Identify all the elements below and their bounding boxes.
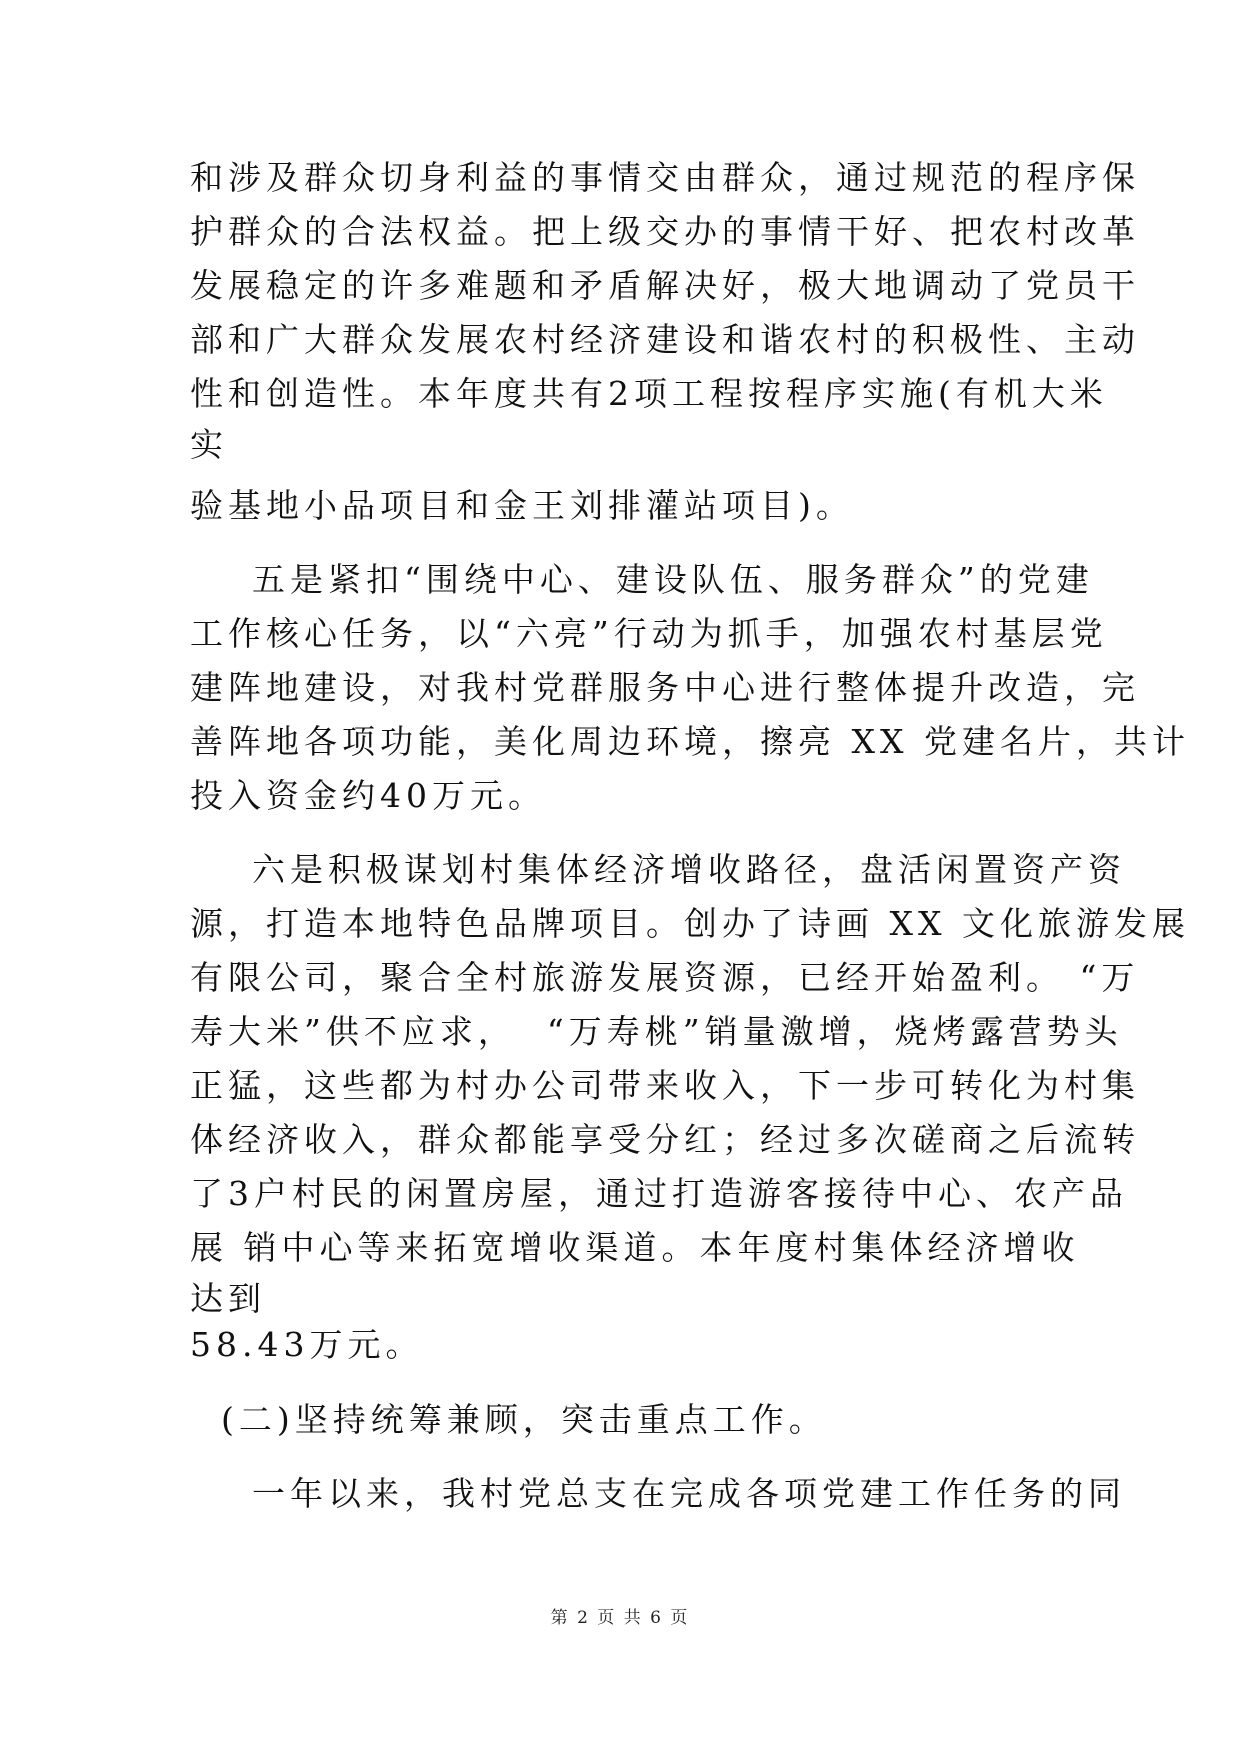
- paragraph-line: 了3户村民的闲置房屋，通过打造游客接待中心、农产品: [190, 1174, 1128, 1213]
- paragraph-line: 体经济收入，群众都能享受分红；经过多次磋商之后流转: [190, 1120, 1140, 1159]
- paragraph-line: 达到: [190, 1279, 266, 1318]
- paragraph-line: 六是积极谋划村集体经济增收路径，盘活闲置资产资: [190, 850, 1126, 889]
- paragraph-line: 和涉及群众切身利益的事情交由群众，通过规范的程序保: [190, 158, 1140, 197]
- paragraph-line: 寿大米”供不应求， “万寿桃”销量激增，烧烤露营势头: [190, 1012, 1123, 1051]
- paragraph-line: 展 销中心等来拓宽增收渠道。本年度村集体经济增收: [190, 1228, 1080, 1267]
- paragraph-line: 性和创造性。本年度共有2项工程按程序实施(有机大米: [190, 374, 1108, 413]
- paragraph-line: 部和广大群众发展农村经济建设和谐农村的积极性、主动: [190, 320, 1140, 359]
- paragraph-line: 正猛，这些都为村办公司带来收入，下一步可转化为村集: [190, 1066, 1140, 1105]
- paragraph-line: 建阵地建设，对我村党群服务中心进行整体提升改造，完: [190, 668, 1140, 707]
- paragraph-line: 护群众的合法权益。把上级交办的事情干好、把农村改革: [190, 212, 1140, 251]
- paragraph-line: 实: [190, 425, 228, 464]
- paragraph-line: 源，打造本地特色品牌项目。创办了诗画 XX 文化旅游发展: [190, 904, 1190, 943]
- paragraph-line: 投入资金约40万元。: [190, 776, 546, 815]
- paragraph-line: 验基地小品项目和金王刘排灌站项目)。: [190, 486, 854, 525]
- paragraph-line: 五是紧扣“围绕中心、建设队伍、服务群众”的党建: [190, 560, 1094, 599]
- section-heading: (二)坚持统筹兼顾，突击重点工作。: [190, 1400, 827, 1439]
- page-footer: 第 2 页 共 6 页: [550, 1608, 690, 1628]
- paragraph-line: 58.43万元。: [190, 1325, 424, 1364]
- paragraph-line: 发展稳定的许多难题和矛盾解决好，极大地调动了党员干: [190, 266, 1140, 305]
- paragraph-line: 一年以来，我村党总支在完成各项党建工作任务的同: [190, 1474, 1126, 1513]
- paragraph-line: 善阵地各项功能，美化周边环境，擦亮 XX 党建名片，共计: [190, 722, 1190, 761]
- paragraph-line: 工作核心任务，以“六亮”行动为抓手，加强农村基层党: [190, 614, 1108, 653]
- paragraph-line: 有限公司，聚合全村旅游发展资源，已经开始盈利。 “万: [190, 958, 1140, 997]
